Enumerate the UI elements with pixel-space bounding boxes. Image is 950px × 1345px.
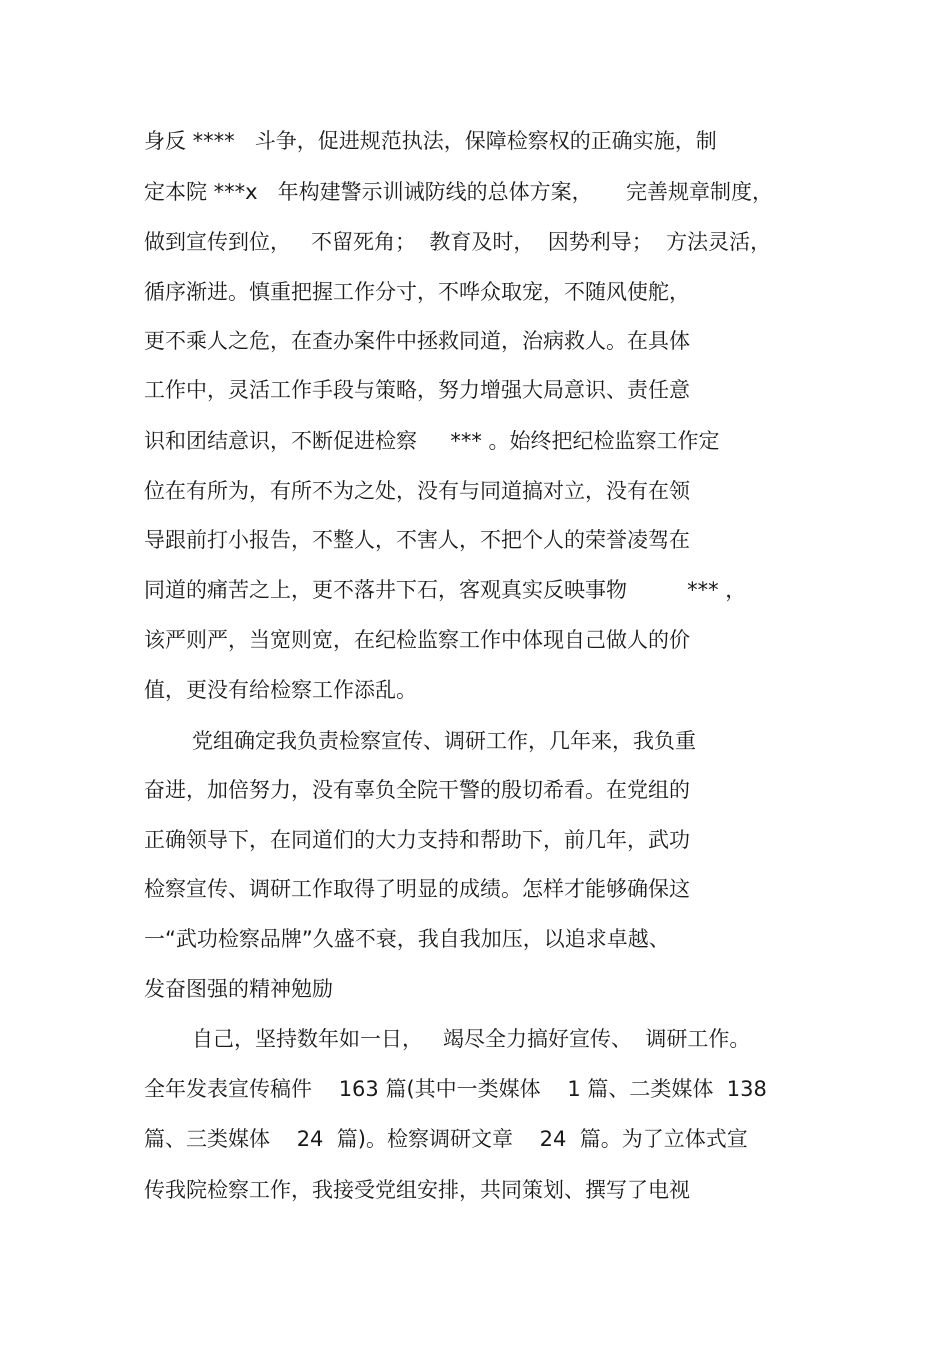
text-line: 检察宣传、调研工作取得了明显的成绩。怎样才能够确保这 [144, 877, 690, 901]
text-line: 发奋图强的精神勉励 [144, 977, 333, 1001]
paragraph-start-line: 党组确定我负责检察宣传、调研工作，几年来，我负重 [192, 729, 696, 753]
paragraph-start-line: 自己，坚持数年如一日， 竭尽全力搞好宣传、 调研工作。 [192, 1027, 751, 1051]
text-line: 同道的痛苦之上，更不落井下石，客观真实反映事物 *** ， [144, 578, 747, 602]
text-line: 定本院 ***x 年构建警示训诫防线的总体方案， 完善规章制度， [144, 180, 774, 204]
text-line: 识和团结意识，不断促进检察 *** 。始终把纪检监察工作定 [144, 429, 720, 453]
text-line: 做到宣传到位， 不留死角； 教育及时， 因势利导； 方法灵活， [144, 230, 772, 254]
text-line: 正确领导下，在同道们的大力支持和帮助下，前几年，武功 [144, 828, 690, 852]
text-line: 值，更没有给检察工作添乱。 [144, 678, 417, 702]
text-line: 循序渐进。慎重把握工作分寸，不哗众取宠，不随风使舵， [144, 280, 690, 304]
text-line: 篇、三类媒体 24 篇)。检察调研文章 24 篇。为了立体式宣 [144, 1127, 748, 1151]
text-line: 全年发表宣传稿件 163 篇(其中一类媒体 1 篇、二类媒体 138 [144, 1077, 767, 1101]
text-line: 导跟前打小报告，不整人，不害人，不把个人的荣誉凌驾在 [144, 528, 690, 552]
text-line: 奋进，加倍努力，没有辜负全院干警的殷切希看。在党组的 [144, 778, 690, 802]
text-line: 该严则严，当宽则宽，在纪检监察工作中体现自己做人的价 [144, 628, 690, 652]
text-line: 位在有所为，有所不为之处，没有与同道搞对立，没有在领 [144, 479, 690, 503]
text-line: 一“武功检察品牌”久盛不衰，我自我加压，以追求卓越、 [144, 927, 670, 951]
text-line: 工作中，灵活工作手段与策略，努力增强大局意识、责任意 [144, 378, 690, 402]
text-line: 传我院检察工作，我接受党组安排，共同策划、撰写了电视 [144, 1178, 690, 1202]
text-line: 更不乘人之危，在查办案件中拯救同道，治病救人。在具体 [144, 329, 690, 353]
text-line: 身反 **** 斗争，促进规范执法，保障检察权的正确实施，制 [144, 129, 717, 153]
